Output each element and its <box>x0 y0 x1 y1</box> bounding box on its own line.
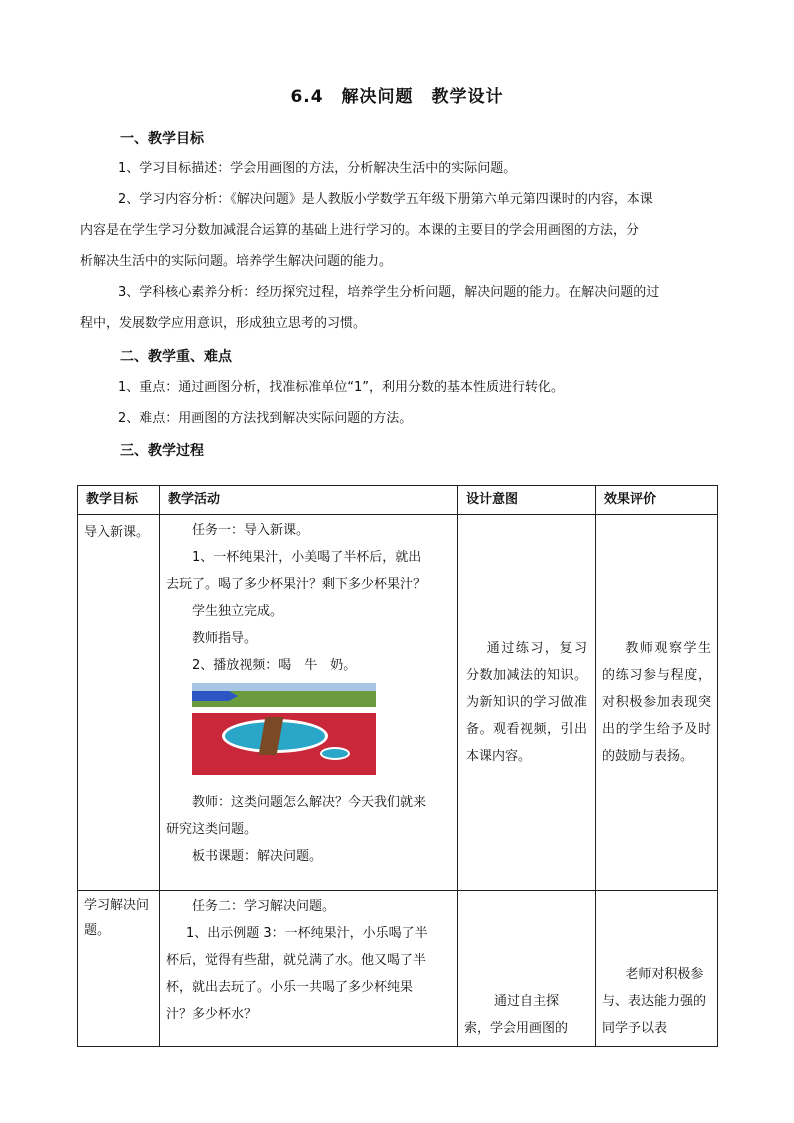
milk-video-thumbnail[interactable] <box>192 683 376 781</box>
row1-goal: 导入新课。 <box>78 515 160 891</box>
teaching-process-table <box>77 485 718 1047</box>
video-bottom-band <box>192 775 376 781</box>
activity-line: 1、一杯纯果汁，小美喝了半杯后，就出 <box>192 550 422 565</box>
activity-line: 教师：这类问题怎么解决？今天我们就来 <box>192 795 427 810</box>
activity-line: 2、播放视频：喝 牛 奶。 <box>192 658 357 673</box>
activity-line: 杯后，觉得有些甜，就兑满了水。他又喝了半 <box>166 953 427 968</box>
keypoint-1: 1、重点：通过画图分析，找准标准单位“1”，利用分数的基本性质进行转化。 <box>118 380 565 395</box>
row2-goal: 学习解决问题。 <box>78 891 160 1047</box>
intent-line: 索，学会用画图的 <box>464 1021 569 1036</box>
section-heading-process: 三、教学过程 <box>120 443 204 459</box>
table-header-row <box>78 486 718 515</box>
goal-1: 1、学习目标描述：学会用画图的方法，分析解决生活中的实际问题。 <box>118 161 517 176</box>
header-activity: 教学活动 <box>160 486 458 515</box>
video-arrow-icon <box>192 691 238 701</box>
goal-2-line-1: 2、学习内容分析：《解决问题》是人教版小学数学五年级下册第六单元第四课时的内容，本课 <box>118 192 653 207</box>
row1-evaluation: 教师观察学生的练习参与程度，对积极参加表现突出的学生给予及时的鼓励与表扬。 <box>596 515 718 891</box>
goal-2-line-3: 析解决生活中的实际问题。培养学生解决问题的能力。 <box>80 254 393 269</box>
row1-activity <box>160 515 458 891</box>
activity-line: 任务二：学习解决问题。 <box>192 899 336 914</box>
header-intent: 设计意图 <box>458 486 596 515</box>
video-drop-icon <box>320 747 350 760</box>
activity-line: 杯，就出去玩了。小乐一共喝了多少杯纯果 <box>166 980 414 995</box>
goal-3-line-1: 3、学科核心素养分析：经历探究过程，培养学生分析问题，解决问题的能力。在解决问题的过 <box>118 285 660 300</box>
row2-intent <box>458 891 596 1047</box>
goal-3-line-2: 程中，发展数学应用意识，形成独立思考的习惯。 <box>80 316 367 331</box>
table-row <box>78 515 718 891</box>
row2-evaluation: 老师对积极参与、表达能力强的同学予以表 <box>596 891 718 1047</box>
section-heading-keypoints: 二、教学重、难点 <box>120 349 232 365</box>
goals-paragraphs <box>80 153 720 339</box>
row2-activity <box>160 891 458 1047</box>
activity-line: 学生独立完成。 <box>192 604 284 619</box>
activity-line: 板书课题：解决问题。 <box>192 849 323 864</box>
keypoints-paragraphs <box>80 372 720 434</box>
activity-line: 汁？多少杯水？ <box>166 1007 258 1022</box>
goal-2-line-2: 内容是在学生学习分数加减混合运算的基础上进行学习的。本课的主要目的学会用画图的方法，分 <box>80 223 640 238</box>
intent-line: 通过自主探 <box>494 994 560 1009</box>
header-goal: 教学目标 <box>78 486 160 515</box>
activity-line: 研究这类问题。 <box>166 822 258 837</box>
header-evaluation: 效果评价 <box>596 486 718 515</box>
page-title: 6.4 解决问题 教学设计 <box>290 87 504 107</box>
activity-line: 1、出示例题 3：一杯纯果汁，小乐喝了半 <box>186 926 428 941</box>
section-heading-goals: 一、教学目标 <box>120 131 204 147</box>
activity-line: 去玩了。喝了多少杯果汁？剩下多少杯果汁？ <box>166 577 427 592</box>
activity-line: 任务一：导入新课。 <box>192 523 310 538</box>
video-divider <box>192 707 376 713</box>
video-sky <box>192 683 376 691</box>
keypoint-2: 2、难点：用画图的方法找到解决实际问题的方法。 <box>118 411 413 426</box>
row1-intent: 通过练习，复习分数加减法的知识。为新知识的学习做准备。观看视频，引出本课内容。 <box>458 515 596 891</box>
table-row <box>78 891 718 1047</box>
activity-line: 教师指导。 <box>192 631 258 646</box>
